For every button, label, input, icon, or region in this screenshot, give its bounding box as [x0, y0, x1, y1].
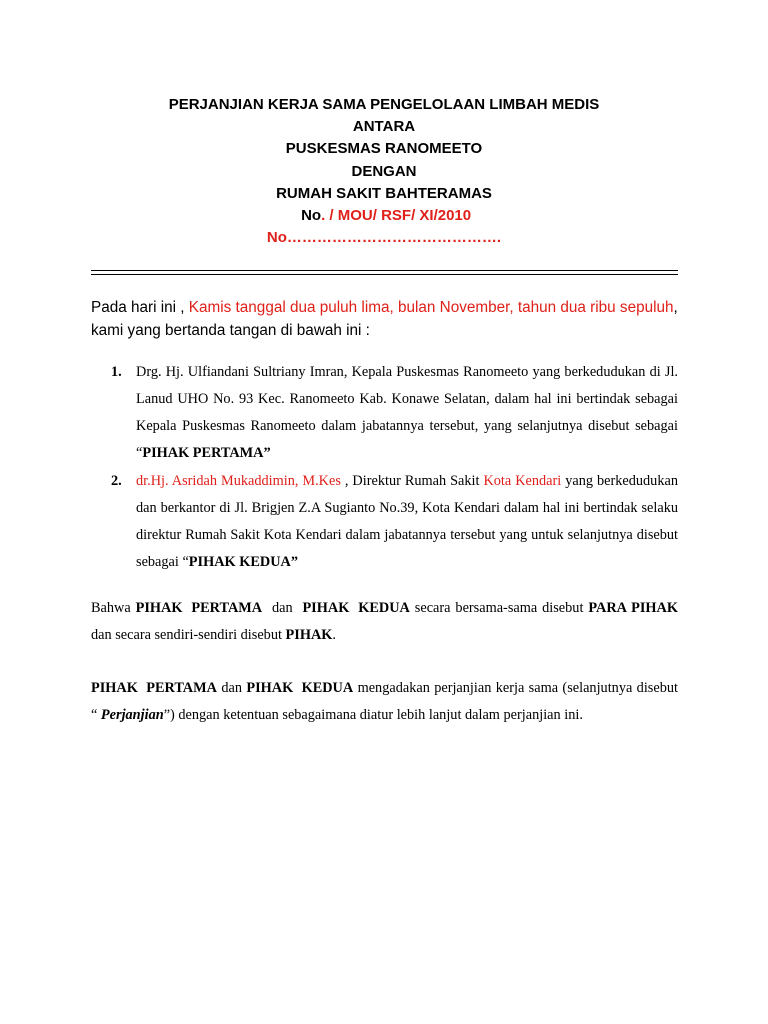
para2-text-3: ”) dengan ketentuan sebagaimana diatur lebih lanjut dalam perjanjian ini. [163, 707, 583, 723]
para1-pihak: PIHAK [285, 627, 333, 643]
list-item [91, 468, 678, 576]
intro-date: Kamis tanggal dua puluh lima, bulan November, tahun dua ribu sepuluh [188, 299, 674, 316]
document-number-prefix: No [301, 207, 322, 225]
party-2-city: Kota Kendari [483, 473, 562, 489]
party-1-quote-close: ” [263, 445, 271, 461]
intro-text-start: Pada hari ini , [91, 299, 189, 316]
header-divider-top [91, 270, 678, 271]
title-line-3: PUSKESMAS RANOMEETO [285, 140, 483, 158]
party-2-name: dr.Hj. Asridah Mukaddimin, M.Kes [136, 473, 341, 489]
title-line-2: ANTARA [352, 118, 416, 136]
list-item-number: 2. [111, 473, 122, 489]
header-divider-bottom [91, 274, 678, 275]
agreement-paragraph [91, 675, 678, 729]
parties-definition-paragraph [91, 595, 678, 649]
document-number [0, 205, 768, 227]
title-line-1: PERJANJIAN KERJA SAMA PENGELOLAAN LIMBAH MEDIS [168, 96, 600, 113]
para1-text-5: . [332, 627, 336, 643]
para2-text-2: mengadakan perjanjian kerja sama (selanjutnya disebut “ [91, 680, 678, 723]
party-2-text-1: , Direktur Rumah Sakit [340, 473, 484, 489]
parties-list [91, 359, 678, 576]
para2-perjanjian: Perjanjian [100, 707, 164, 723]
party-2-role: PIHAK KEDUA [188, 554, 291, 570]
para1-text-4: dan secara sendiri-sendiri disebut [91, 627, 286, 643]
para1-pihak-pertama: PIHAK PERTAMA [135, 600, 263, 616]
list-item-number: 1. [111, 364, 122, 380]
list-item [91, 359, 678, 467]
title-line-5: RUMAH SAKIT BAHTERAMAS [276, 184, 492, 202]
document-number-blank: No……………………………………. [266, 229, 502, 247]
document-number-value: . / MOU/ RSF/ XI/2010 [321, 207, 472, 225]
para1-pihak-kedua: PIHAK KEDUA [302, 600, 410, 616]
intro-paragraph [91, 296, 681, 342]
para1-text-3: secara bersama-sama disebut [409, 600, 589, 616]
document-header [0, 94, 768, 249]
party-2-quote-close: ” [290, 554, 299, 570]
para1-text-2: dan [262, 600, 303, 616]
para2-pihak-pertama: PIHAK PERTAMA [91, 680, 217, 696]
party-1-role: PIHAK PERTAMA [142, 445, 264, 461]
para1-text-1: Bahwa [91, 600, 136, 616]
party-2-text-2: yang berkedudukan dan berkantor di Jl. Brigjen Z.A Sugianto No.39, Kota Kendari dalam hal ini bertindak selaku direktur Rumah Sakit Kota Kendari dalam jabatannya tersebut yang untuk selanjutnya disebut sebagai “ [136, 473, 678, 570]
intro-text-end: , kami yang bertanda tangan di bawah ini : [91, 299, 678, 339]
title-line-4: DENGAN [351, 162, 417, 180]
para2-pihak-kedua: PIHAK KEDUA [246, 680, 354, 696]
para2-text-1: dan [216, 680, 247, 696]
party-1-text: Drg. Hj. Ulfiandani Sultriany Imran, Kepala Puskesmas Ranomeeto yang berkedudukan di Jl. Lanud UHO No. 93 Kec. Ranomeeto Kab. Konawe Selatan, dalam hal ini bertindak sebagai Kepala Puskesmas Ranomeeto dalam jabatannya tersebut, yang selanjutnya disebut sebagai “ [136, 364, 678, 461]
para1-para-pihak: PARA PIHAK [588, 600, 678, 616]
